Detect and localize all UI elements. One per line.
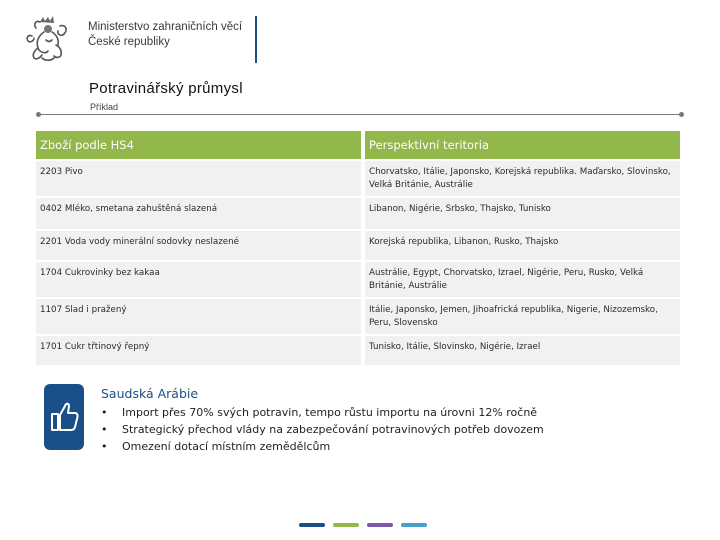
goods-table (36, 131, 680, 367)
table-header-row (36, 131, 680, 160)
goods-cell: 1701 Cukr třtinový řepný (36, 335, 363, 366)
territories-cell: Tunisko, Itálie, Slovinsko, Nigérie, Izrael (363, 335, 680, 366)
goods-cell: 0402 Mléko, smetana zahuštěná slazená (36, 197, 363, 230)
territories-cell: Itálie, Japonsko, Jemen, Jihoafrická republika, Nigerie, Nizozemsko, Peru, Slovensko (363, 298, 680, 335)
rule-end-left (36, 112, 41, 117)
goods-cell: 1704 Cukrovinky bez kakaa (36, 261, 363, 298)
column-header-goods: Zboží podle HS4 (36, 131, 363, 160)
bullet: • (101, 440, 108, 453)
bullet: • (101, 406, 108, 419)
indicator-bar-1 (299, 523, 325, 527)
indicator-bar-3 (367, 523, 393, 527)
list-item-text: Import přes 70% svých potravin, tempo růstu importu na úrovni 12% ročně (122, 406, 538, 419)
list-item (101, 438, 544, 455)
table-row (36, 261, 680, 298)
thumbs-up-icon (44, 384, 84, 450)
table-row (36, 335, 680, 366)
ministry-logo-icon (22, 14, 74, 66)
title-rule (38, 114, 682, 115)
list-item (101, 421, 544, 438)
page-subtitle: Příklad (90, 102, 119, 112)
goods-cell: 1107 Slad i pražený (36, 298, 363, 335)
table-row (36, 230, 680, 261)
goods-cell: 2203 Pivo (36, 160, 363, 197)
territories-cell: Chorvatsko, Itálie, Japonsko, Korejská republika. Maďarsko, Slovinsko, Velká Británie, Austrálie (363, 160, 680, 197)
list-item-text: Strategický přechod vlády na zabezpečování potravinových potřeb dovozem (122, 423, 544, 436)
saudi-bullets (101, 404, 544, 455)
territories-cell: Austrálie, Egypt, Chorvatsko, Izrael, Nigérie, Peru, Rusko, Velká Británie, Austrálie (363, 261, 680, 298)
page-title: Potravinářský průmysl (89, 80, 243, 97)
table-row (36, 160, 680, 197)
ministry-line-2: České republiky (88, 36, 170, 48)
goods-cell: 2201 Voda vody minerální sodovky neslazené (36, 230, 363, 261)
list-item (101, 404, 544, 421)
column-header-territories: Perspektivní teritoria (363, 131, 680, 160)
list-item-text: Omezení dotací místním zemědělcům (122, 440, 331, 453)
table-row (36, 298, 680, 335)
header-divider (255, 16, 257, 63)
table-row (36, 197, 680, 230)
bullet: • (101, 423, 108, 436)
territories-cell: Korejská republika, Libanon, Rusko, Thajsko (363, 230, 680, 261)
ministry-name (88, 20, 242, 50)
slide-indicator (299, 523, 427, 527)
territories-cell: Libanon, Nigérie, Srbsko, Thajsko, Tunisko (363, 197, 680, 230)
saudi-section (101, 386, 544, 455)
saudi-heading: Saudská Arábie (101, 386, 199, 401)
indicator-bar-2 (333, 523, 359, 527)
thumbs-up-badge (44, 384, 84, 450)
indicator-bar-4 (401, 523, 427, 527)
ministry-line-1: Ministerstvo zahraničních věcí (88, 21, 243, 33)
rule-end-right (679, 112, 684, 117)
